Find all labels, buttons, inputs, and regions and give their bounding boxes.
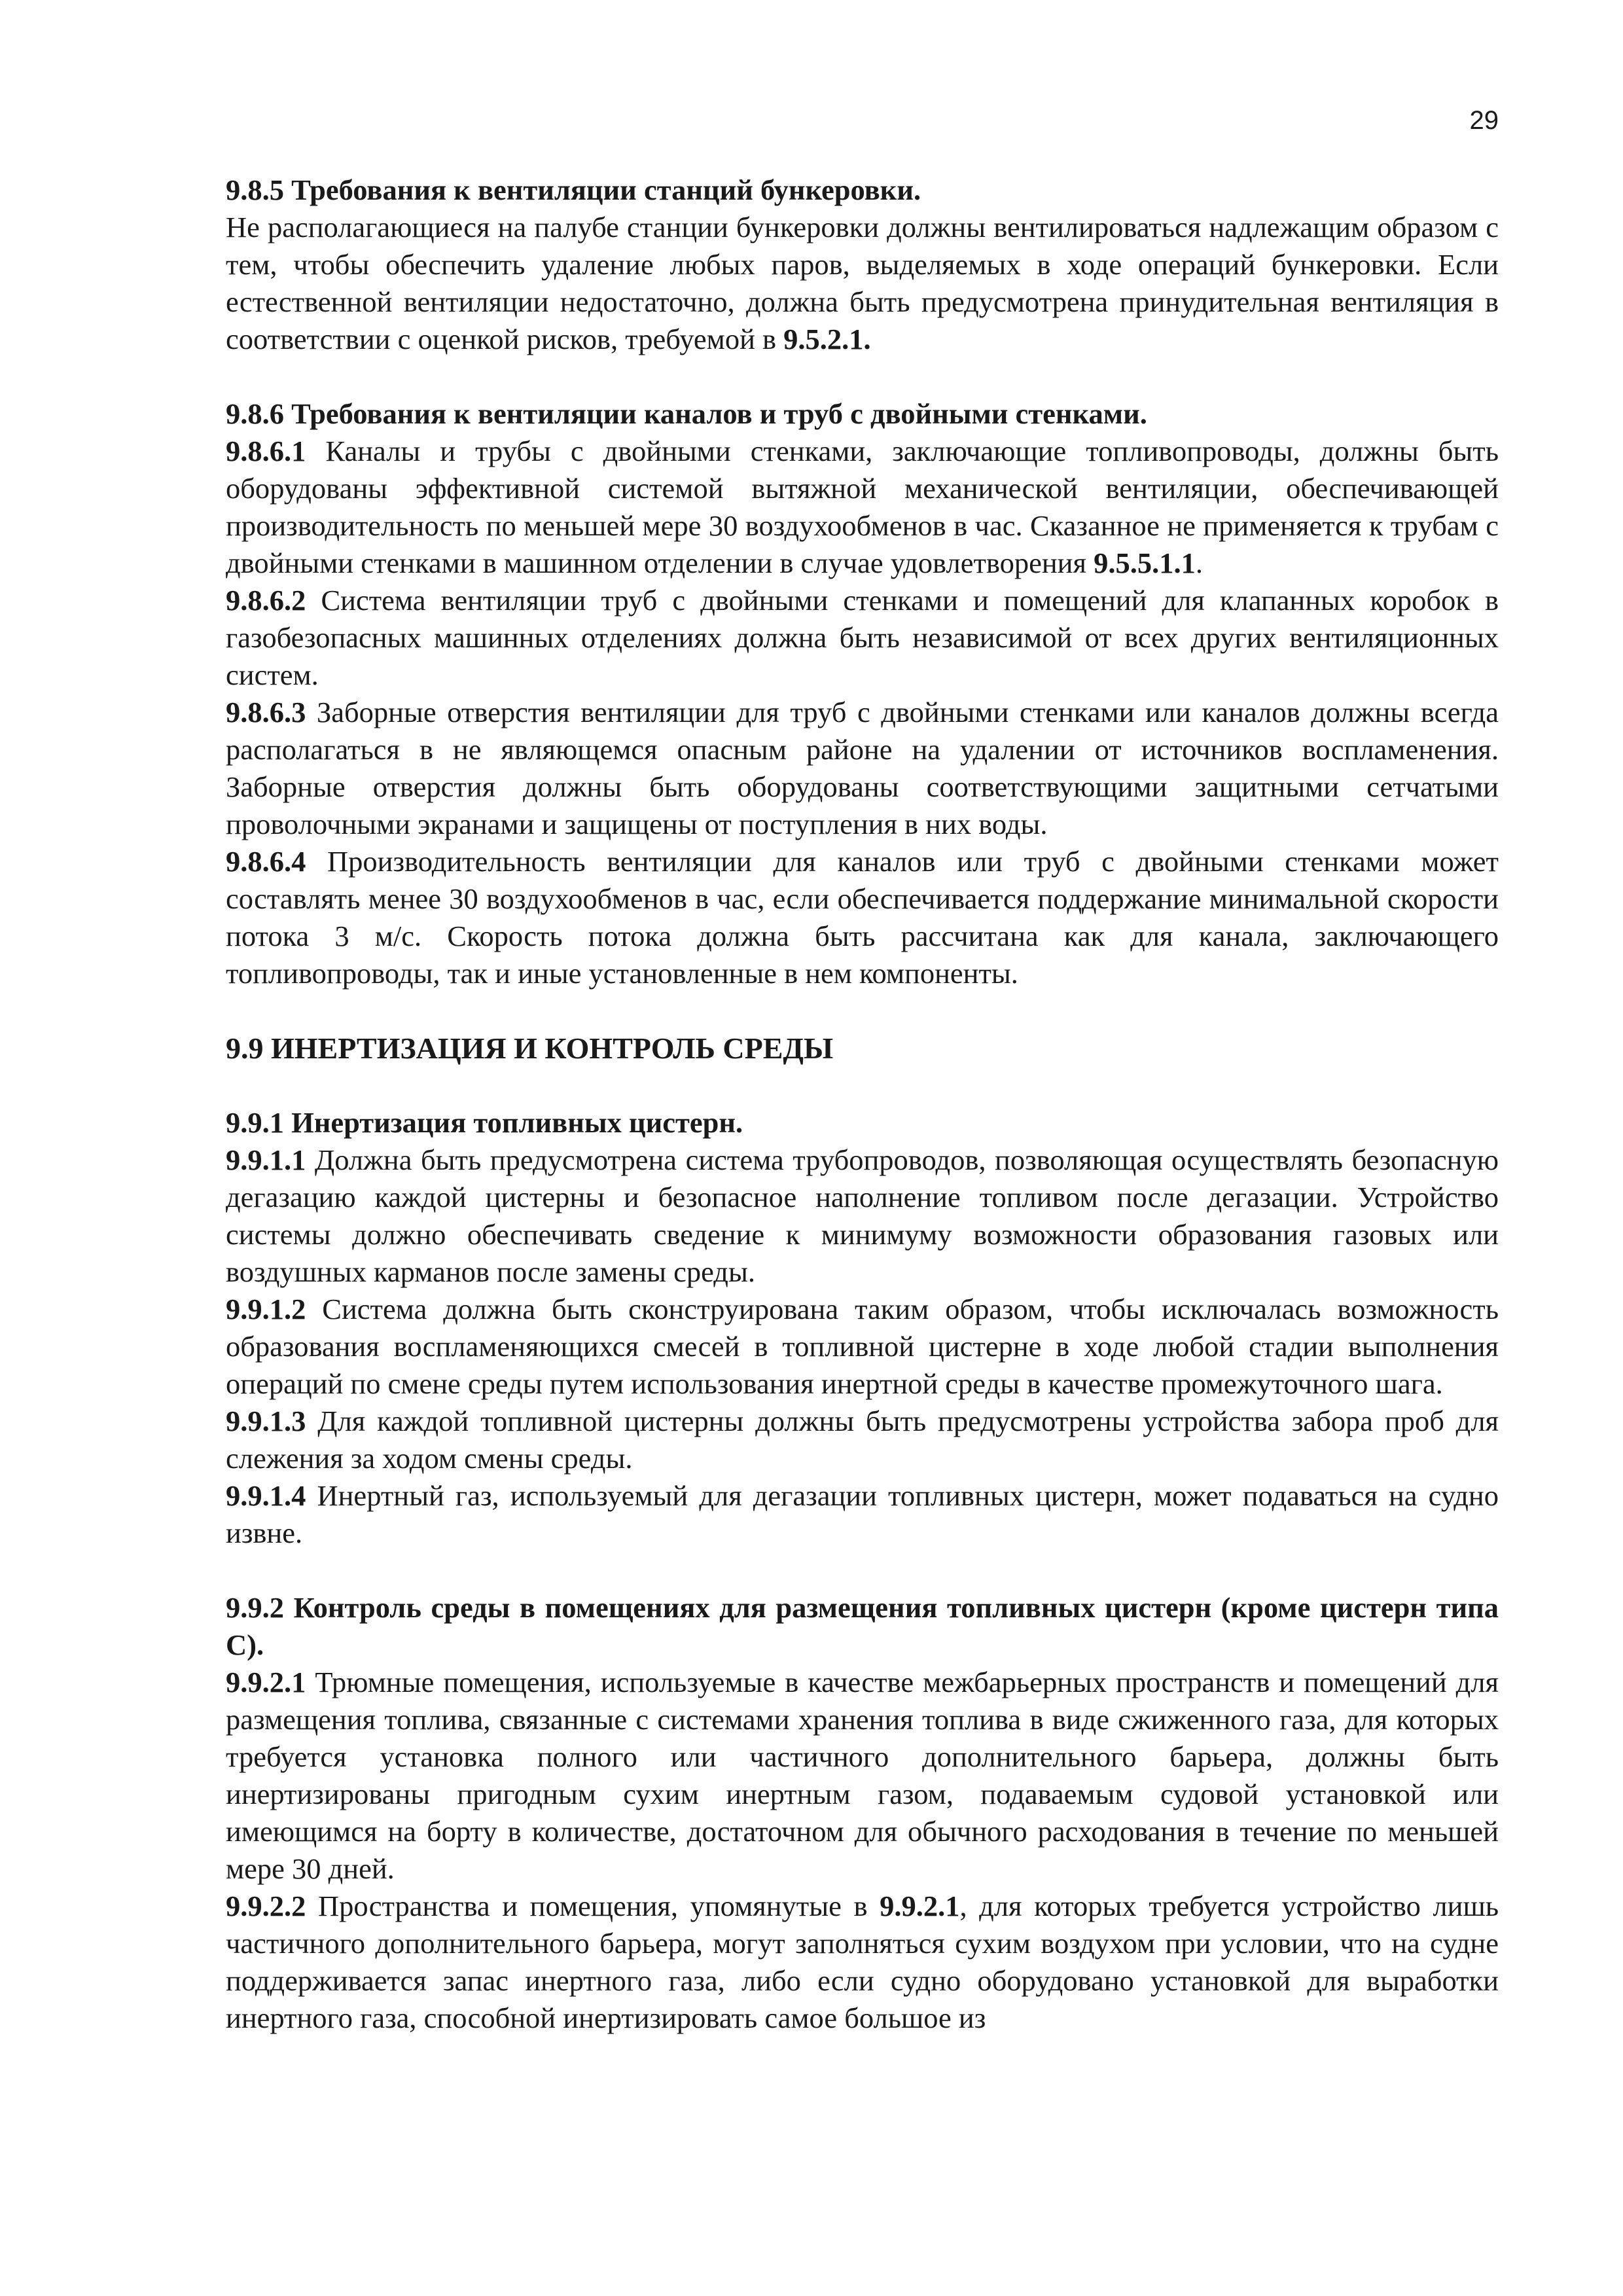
- page-number: 29: [1469, 106, 1499, 135]
- clause-number: 9.9.2.2: [226, 1890, 306, 1922]
- clause-number: 9.9.1.1: [226, 1143, 306, 1176]
- clause-9-9-1-2: 9.9.1.2 Система должна быть сконструирована таким образом, чтобы исключалась возможность образования воспламеняющихся смесей в топливной цистерне в ходе любой стадии выполнения операций по смене среды путем использования инертной среды в качестве промежуточного шага.: [226, 1293, 1499, 1400]
- spacer: [226, 358, 1499, 395]
- spacer: [226, 1552, 1499, 1589]
- clause-9-8-6-1: 9.8.6.1 Каналы и трубы с двойными стенками, заключающие топливопроводы, должны быть оборудованы эффективной системой вытяжной механической вентиляции, обеспечивающей производительность по меньшей мере 30 воздухообменов в час. Сказанное не применяется к трубам с двойными стенками в машинном отделении в случае удовлетворения 9.5.5.1.1.: [226, 435, 1499, 579]
- clause-number: 9.8.6.4: [226, 845, 306, 878]
- paragraph-9-8-5: Не располагающиеся на палубе станции бункеровки должны вентилироваться надлежащим образом с тем, чтобы обеспечить удаление любых паров, выделяемых в ходе операций бункеровки. Если естественной вентиляции недостаточно, должна быть предусмотрена принудительная вентиляция в соответствии с оценкой рисков, требуемой в 9.5.2.1.: [226, 211, 1499, 355]
- clause-number: 9.8.6.2: [226, 584, 306, 617]
- clause-number: 9.9.1.2: [226, 1293, 306, 1325]
- section-heading-9-8-5: 9.8.5 Требования к вентиляции станций бункеровки.: [226, 173, 921, 206]
- clause-9-9-1-4: 9.9.1.4 Инертный газ, используемый для дегазации топливных цистерн, может подаваться на судно извне.: [226, 1479, 1499, 1549]
- clause-number: 9.9.2.1: [226, 1666, 306, 1698]
- clause-number: 9.8.6.1: [226, 435, 306, 467]
- clause-9-9-2-1: 9.9.2.1 Трюмные помещения, используемые в качестве межбарьерных пространств и помещений для размещения топлива, связанные с системами хранения топлива в виде сжиженного газа, для которых требуется установка полного или частичного дополнительного барьера, должны быть инертизированы пригодным сухим инертным газом, подаваемым судовой установкой или имеющимся на борту в количестве, достаточном для обычного расходования в течение по меньшей мере 30 дней.: [226, 1666, 1499, 1885]
- section-heading-9-8-6: 9.8.6 Требования к вентиляции каналов и труб с двойными стенками.: [226, 397, 1147, 430]
- clause-9-8-6-3: 9.8.6.3 Заборные отверстия вентиляции для труб с двойными стенками или каналов должны всегда располагаться в не являющемся опасным районе на удалении от источников воспламенения. Заборные отверстия должны быть оборудованы соответствующими защитными сетчатыми проволочными экранами и защищены от поступления в них воды.: [226, 696, 1499, 840]
- cross-reference: 9.5.5.1.1: [1094, 547, 1196, 579]
- cross-reference: 9.5.2.1: [783, 323, 864, 355]
- spacer: [226, 1067, 1499, 1104]
- cross-reference: 9.9.2.1: [880, 1890, 960, 1922]
- clause-9-8-6-4: 9.8.6.4 Производительность вентиляции для каналов или труб с двойными стенками может составлять менее 30 воздухообменов в час, если обеспечивается поддержание минимальной скорости потока 3 м/с. Скорость потока должна быть рассчитана как для канала, заключающего топливопроводы, так и иные установленные в нем компоненты.: [226, 845, 1499, 990]
- clause-number: 9.9.1.4: [226, 1479, 306, 1512]
- spacer: [226, 992, 1499, 1030]
- clause-number: 9.8.6.3: [226, 696, 306, 728]
- section-heading-9-9-1: 9.9.1 Инертизация топливных цистерн.: [226, 1106, 743, 1139]
- document-body: [226, 171, 1499, 2037]
- clause-9-9-1-1: 9.9.1.1 Должна быть предусмотрена система трубопроводов, позволяющая осуществлять безопасную дегазацию каждой цистерны и безопасное наполнение топливом после дегазации. Устройство системы должно обеспечивать сведение к минимуму возможности образования газовых или воздушных карманов после замены среды.: [226, 1143, 1499, 1288]
- clause-9-9-2-2: 9.9.2.2 Пространства и помещения, упомянутые в 9.9.2.1, для которых требуется устройство лишь частичного дополнительного барьера, могут заполняться сухим воздухом при условии, что на судне поддерживается запас инертного газа, либо если судно оборудовано установкой для выработки инертного газа, способной инертизировать самое большое из: [226, 1890, 1499, 2034]
- section-heading-9-9-2: 9.9.2 Контроль среды в помещениях для размещения топливных цистерн (кроме цистерн типа С).: [226, 1591, 1499, 1661]
- chapter-heading-9-9: 9.9 ИНЕРТИЗАЦИЯ И КОНТРОЛЬ СРЕДЫ: [226, 1031, 834, 1065]
- clause-9-9-1-3: 9.9.1.3 Для каждой топливной цистерны должны быть предусмотрены устройства забора проб для слежения за ходом смены среды.: [226, 1405, 1499, 1475]
- clause-number: 9.9.1.3: [226, 1405, 306, 1437]
- clause-9-8-6-2: 9.8.6.2 Система вентиляции труб с двойными стенками и помещений для клапанных коробок в газобезопасных машинных отделениях должна быть независимой от всех других вентиляционных систем.: [226, 584, 1499, 691]
